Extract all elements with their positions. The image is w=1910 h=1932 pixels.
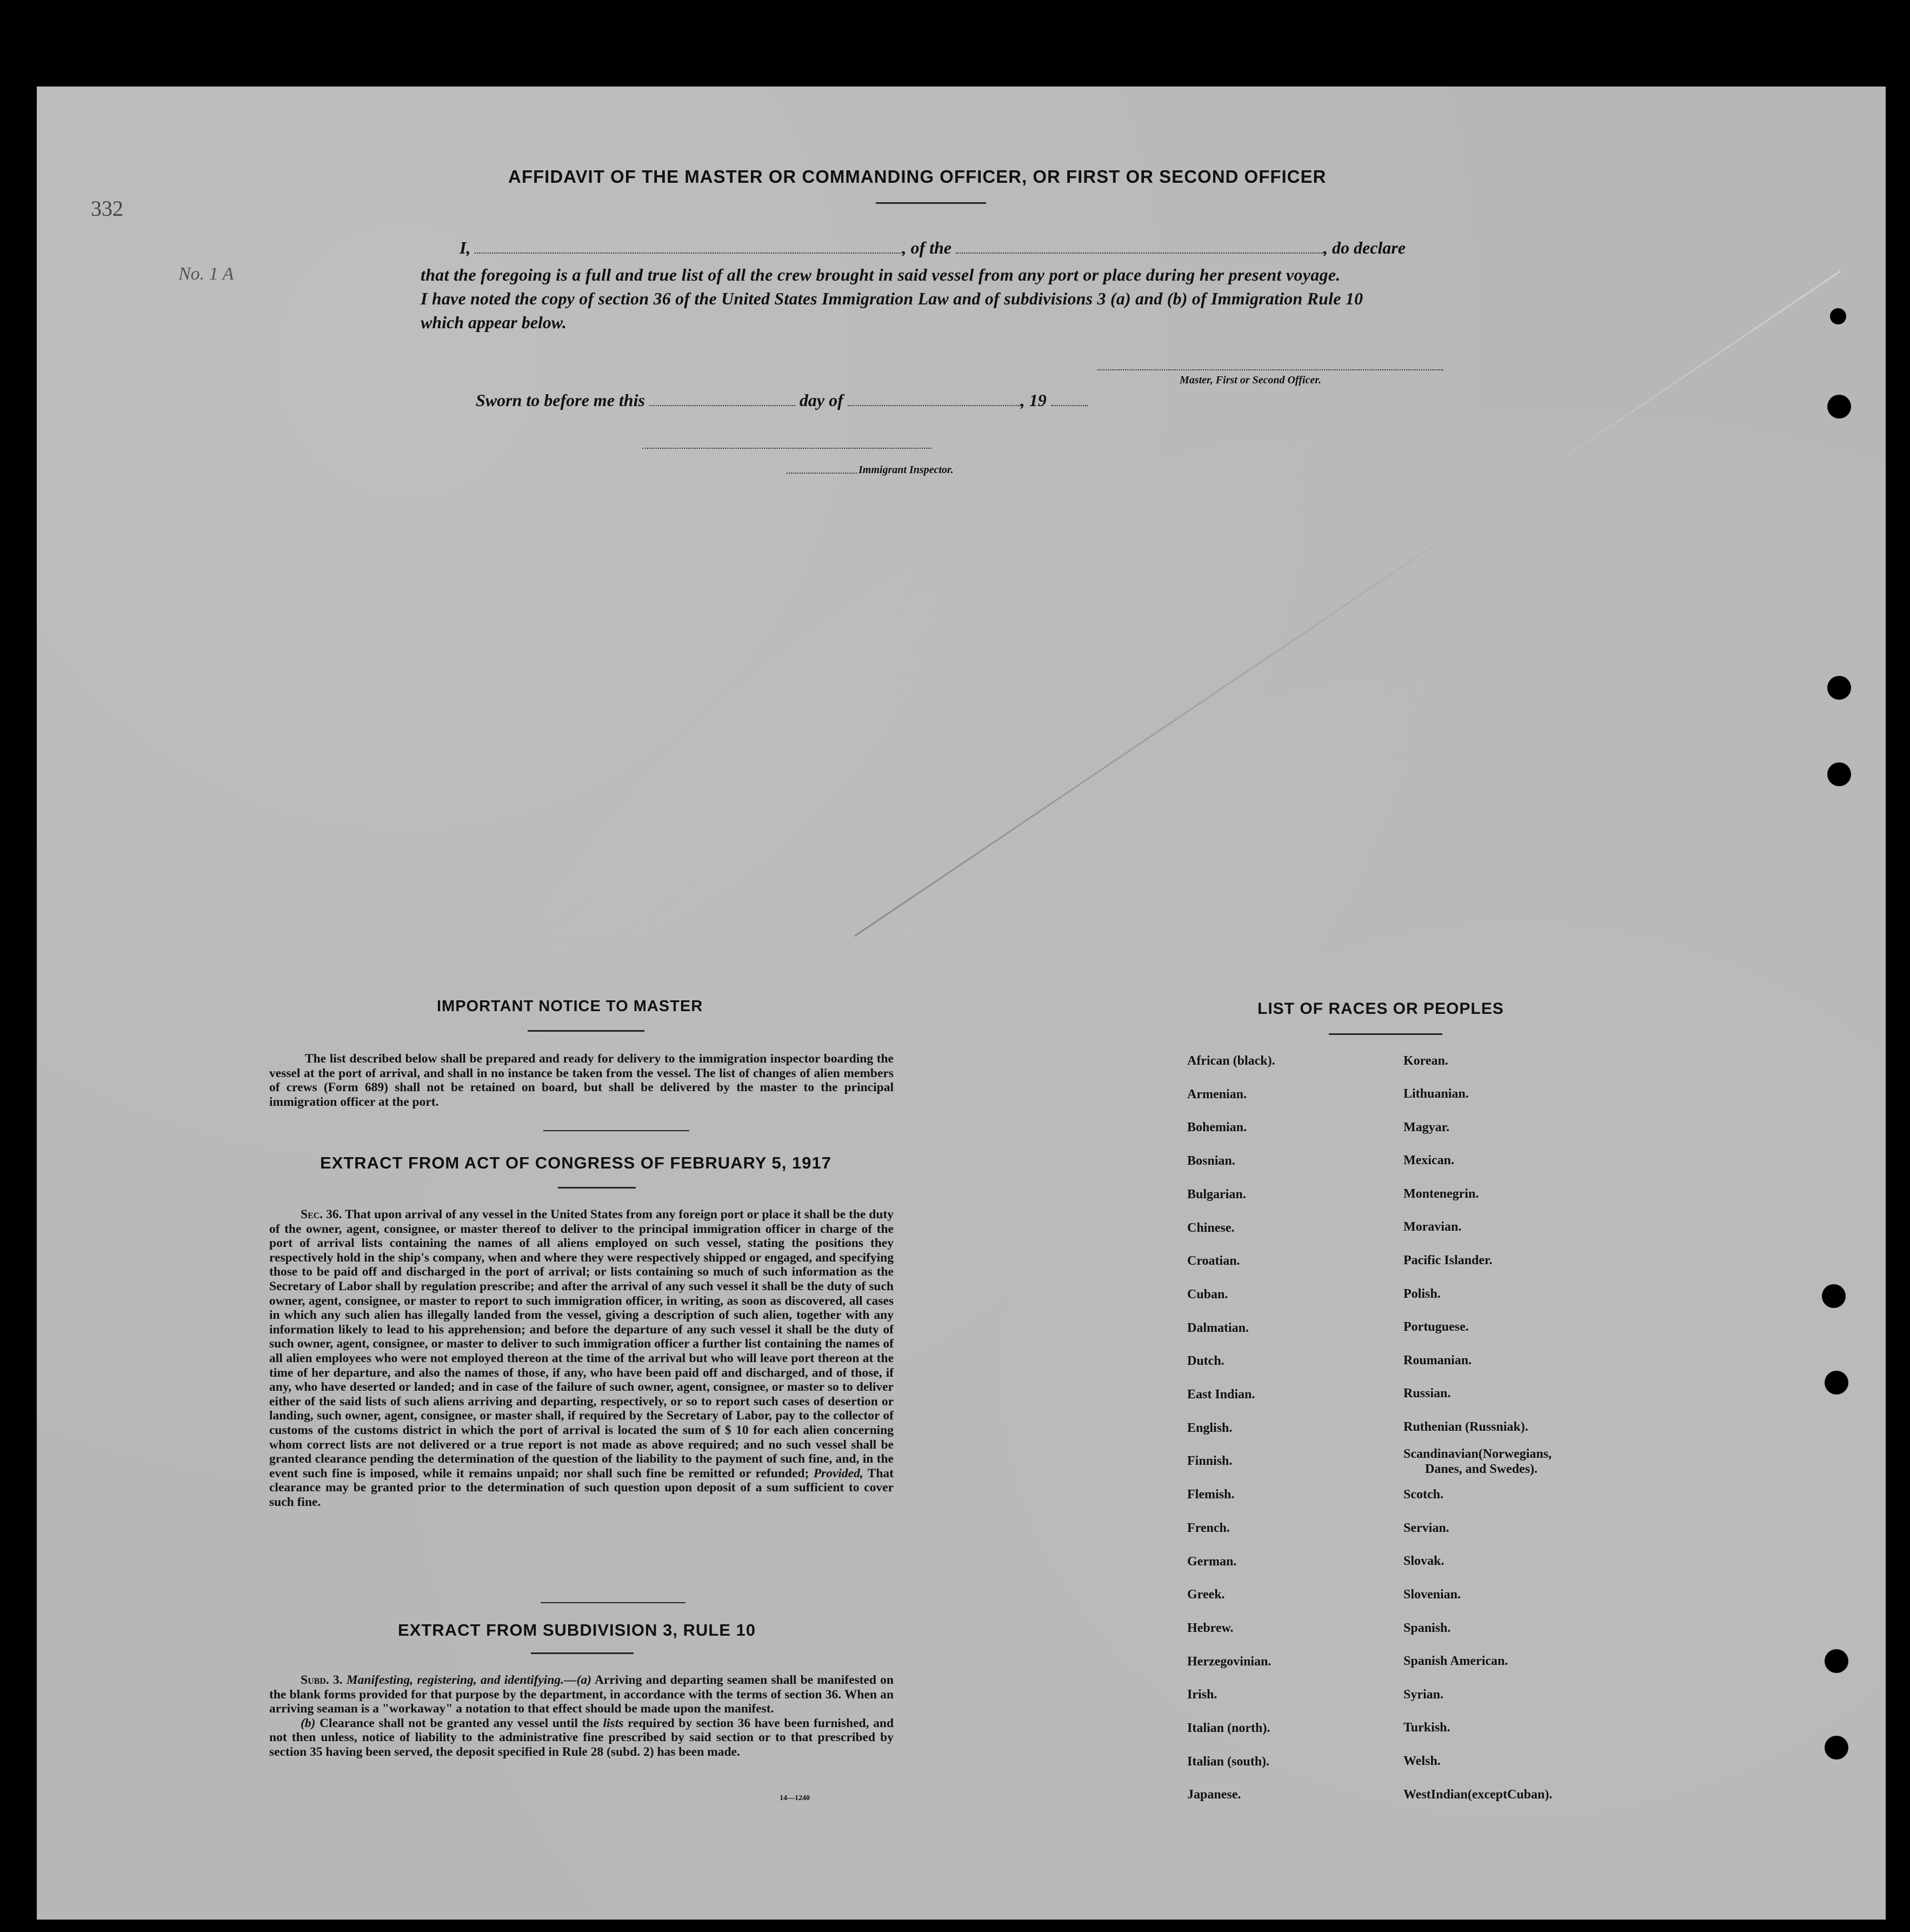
act-title: EXTRACT FROM ACT OF CONGRESS OF FEBRUARY 5, 1917 xyxy=(320,1153,831,1172)
race-item: English. xyxy=(1187,1420,1233,1435)
rule10-b-text-1: Clearance shall not be granted any vessel until the xyxy=(320,1716,599,1730)
race-item: Spanish American. xyxy=(1403,1654,1508,1668)
race-item: Cuban. xyxy=(1187,1287,1228,1302)
signature-label: Master, First or Second Officer. xyxy=(1180,374,1321,386)
race-item: Italian (north). xyxy=(1187,1721,1270,1735)
race-item: Portuguese. xyxy=(1403,1320,1469,1334)
notice-title: IMPORTANT NOTICE TO MASTER xyxy=(437,998,703,1015)
race-item: German. xyxy=(1187,1554,1237,1569)
race-item: Slovenian. xyxy=(1403,1588,1461,1602)
race-item: Welsh. xyxy=(1403,1754,1441,1768)
race-item: Scotch. xyxy=(1403,1488,1443,1502)
race-item: Russian. xyxy=(1403,1386,1451,1400)
act-text xyxy=(269,1207,894,1509)
sworn-prefix: Sworn to before me this xyxy=(476,390,645,410)
vessel-blank xyxy=(956,253,1323,254)
race-item: Bosnian. xyxy=(1187,1154,1235,1169)
race-item: Dalmatian. xyxy=(1187,1320,1249,1335)
sworn-year-blank xyxy=(1051,405,1088,406)
section-divider xyxy=(543,1130,689,1131)
race-item: Roumanian. xyxy=(1403,1353,1472,1367)
race-item: Moravian. xyxy=(1403,1220,1462,1234)
act-bottom-divider xyxy=(541,1602,686,1603)
act-body-end: That clearance may be granted prior to the determination of such question upon deposit of a sum sufficient to cover such fine. xyxy=(269,1466,894,1509)
punch-hole xyxy=(1825,1736,1848,1760)
race-item: African (black). xyxy=(1187,1054,1275,1068)
act-provided-label: Provided, xyxy=(813,1466,863,1480)
rule10-b-label: (b) xyxy=(301,1716,316,1730)
race-item: Syrian. xyxy=(1403,1688,1444,1702)
sworn-line xyxy=(476,390,1088,410)
sworn-year-label: , 19 xyxy=(1020,390,1047,410)
race-item: Lithuanian. xyxy=(1403,1087,1469,1101)
act-divider xyxy=(558,1187,636,1189)
race-item: Italian (south). xyxy=(1187,1754,1270,1769)
document-sheet xyxy=(37,87,1886,1920)
notice-divider xyxy=(528,1030,644,1032)
race-item: Bohemian. xyxy=(1187,1120,1247,1135)
race-item: Montenegrin. xyxy=(1403,1187,1479,1201)
race-item: Finnish. xyxy=(1187,1454,1233,1469)
race-item: French. xyxy=(1187,1521,1230,1535)
race-item: Pacific Islander. xyxy=(1403,1253,1493,1267)
race-item: Turkish. xyxy=(1403,1721,1450,1735)
race-item: Danes, and Swedes). xyxy=(1425,1462,1538,1476)
affidavit-of-the: , of the xyxy=(902,238,951,257)
race-item: WestIndian(exceptCuban). xyxy=(1403,1788,1553,1802)
punch-hole xyxy=(1825,1371,1848,1395)
inspector-signature-line xyxy=(642,448,931,449)
race-item: Bulgarian. xyxy=(1187,1187,1246,1201)
margin-number: 332 xyxy=(91,196,123,221)
race-item: Croatian. xyxy=(1187,1254,1240,1269)
rule10-b-lists: lists xyxy=(603,1716,624,1730)
rule10-title: EXTRACT FROM SUBDIVISION 3, RULE 10 xyxy=(398,1621,756,1639)
affidavit-declare: , do declare xyxy=(1323,238,1406,257)
inspector-label: Immigrant Inspector. xyxy=(858,464,954,476)
sworn-day-blank xyxy=(649,405,795,406)
race-item: Mexican. xyxy=(1403,1153,1454,1167)
races-title: LIST OF RACES OR PEOPLES xyxy=(1257,1000,1504,1018)
punch-hole xyxy=(1827,676,1851,700)
rule10-subd-heading: Manifesting, registering, and identifying.—(a) xyxy=(346,1673,591,1687)
notice-body: The list described below shall be prepared and ready for delivery to the immigration inspector boarding the vessel at the port of arrival, and shall in no instance be taken from the vessel. The list of changes of alien members of crews (Form 689) shall not be retained on board, but shall be delivered by the master to the principal immigration officer at the port. xyxy=(269,1052,894,1109)
rule10-paragraph-a xyxy=(269,1673,894,1716)
rule10-subd-label: Subd. 3. xyxy=(301,1673,343,1687)
race-item: Armenian. xyxy=(1187,1087,1247,1101)
punch-hole xyxy=(1825,1649,1848,1673)
race-item: Herzegovinian. xyxy=(1187,1654,1272,1669)
punch-hole xyxy=(1827,762,1851,786)
rule10-paragraph-b xyxy=(269,1716,894,1760)
race-item: Hebrew. xyxy=(1187,1621,1234,1635)
punch-hole xyxy=(1822,1284,1846,1308)
race-item: Korean. xyxy=(1403,1054,1448,1068)
race-item: Slovak. xyxy=(1403,1554,1445,1568)
race-item: Flemish. xyxy=(1187,1488,1235,1502)
race-item: Magyar. xyxy=(1403,1120,1450,1134)
race-item: Ruthenian (Russniak). xyxy=(1403,1420,1528,1434)
race-item: East Indian. xyxy=(1187,1387,1255,1402)
race-item: Dutch. xyxy=(1187,1354,1224,1369)
notice-text xyxy=(269,1052,894,1109)
punch-hole xyxy=(1830,308,1846,324)
affidavit-title: AFFIDAVIT OF THE MASTER OR COMMANDING OFFICER, OR FIRST OR SECOND OFFICER xyxy=(508,167,1327,187)
race-item: Servian. xyxy=(1403,1521,1449,1535)
race-item: Spanish. xyxy=(1403,1621,1451,1635)
act-body: That upon arrival of any vessel in the United States from any foreign port or place it shall be the duty of the owner, agent, consignee, or master thereof to deliver to the principal immigration officer in charge of the port of arrival lists containing the names of all aliens employed on such vessel, stating the positions they respectively hold in the ship's company, when and where they were respectively shipped or engaged, and specifying those to be paid off and discharged in the port of arrival; or lists containing so much of such information as the Secretary of Labor shall by regulation prescribe; and after the arrival of any such vessel it shall be the duty of such owner, agent, consignee, or master to report to such immigration officer, in writing, as soon as discovered, all cases in which any such alien has illegally landed from the vessel, giving a description of such alien, together with any information likely to lead to his apprehension; and before the departure of any such vessel it shall be the duty of such owner, agent, consignee, or master to deliver to such immigration officer a further list containing the names of all alien employees who were not employed thereon at the time of the arrival but who will leave port thereon at the time of her departure, and also the names of those, if any, who have been paid off and discharged, and of those, if any, who have deserted or landed; and in case of the failure of such owner, agent, consignee, or master so to deliver either of the said lists of such aliens arriving and departing, respectively, or so to report such cases of desertion or landing, such owner, agent, consignee, or master shall, if required by the Secretary of Labor, pay to the collector of customs of the customs district in which the port of arrival is located the sum of $ 10 for each alien concerning whom correct lists are not delivered or a true report is not made as above required; and no such vessel shall be granted clearance pending the determination of the question of the liability to the payment of such fine, and, in the event such fine is imposed, while it remains unpaid; nor shall such fine be remitted or refunded; xyxy=(269,1207,894,1480)
form-number: 14—1240 xyxy=(780,1794,810,1802)
race-item: Chinese. xyxy=(1187,1220,1235,1235)
race-item: Greek. xyxy=(1187,1588,1225,1602)
margin-scribble: No. 1 A xyxy=(178,264,234,284)
sworn-month-blank xyxy=(848,405,1021,406)
rule10-text xyxy=(269,1673,894,1760)
race-item: Polish. xyxy=(1403,1287,1441,1301)
affidavit-line-2: that the foregoing is a full and true list of all the crew brought in said vessel from any port or place during her present voyage. xyxy=(421,265,1341,284)
affidavit-line-3: I have noted the copy of section 36 of the United States Immigration Law and of subdivisions 3 (a) and (b) of Immigration Rule 10 xyxy=(421,289,1363,308)
sworn-day-label: day of xyxy=(799,390,843,410)
rule10-divider xyxy=(531,1652,634,1654)
rule10-subd-text: Arriving and departing seamen shall be manifested on the blank forms provided for that purpose by the department, in accordance with the terms of section 36. When an arriving seaman is a "workaway" a notation to that effect should be made upon the manifest. xyxy=(269,1673,894,1716)
affidavit-i: I, xyxy=(460,238,471,257)
signature-line xyxy=(1097,369,1443,370)
race-item: Japanese. xyxy=(1187,1788,1241,1802)
act-sec-label: Sec. 36. xyxy=(301,1207,342,1221)
inspector-leader xyxy=(787,473,857,474)
affidavit-line-4: which appear below. xyxy=(421,313,567,332)
affidavit-line-1 xyxy=(460,238,1406,258)
race-item: Scandinavian(Norwegians, xyxy=(1403,1447,1552,1461)
punch-hole xyxy=(1827,395,1851,419)
rule10-b-text-2: required by section 36 have been furnished, and not then unless, notice of liability to the administrative fine prescribed by said section or to that prescribed by section 35 having been served, the deposit specified in Rule 28 (subd. 2) has been made. xyxy=(269,1716,894,1759)
race-item: Irish. xyxy=(1187,1688,1217,1702)
races-divider xyxy=(1329,1033,1442,1035)
name-blank xyxy=(475,253,902,254)
title-divider xyxy=(876,202,986,204)
